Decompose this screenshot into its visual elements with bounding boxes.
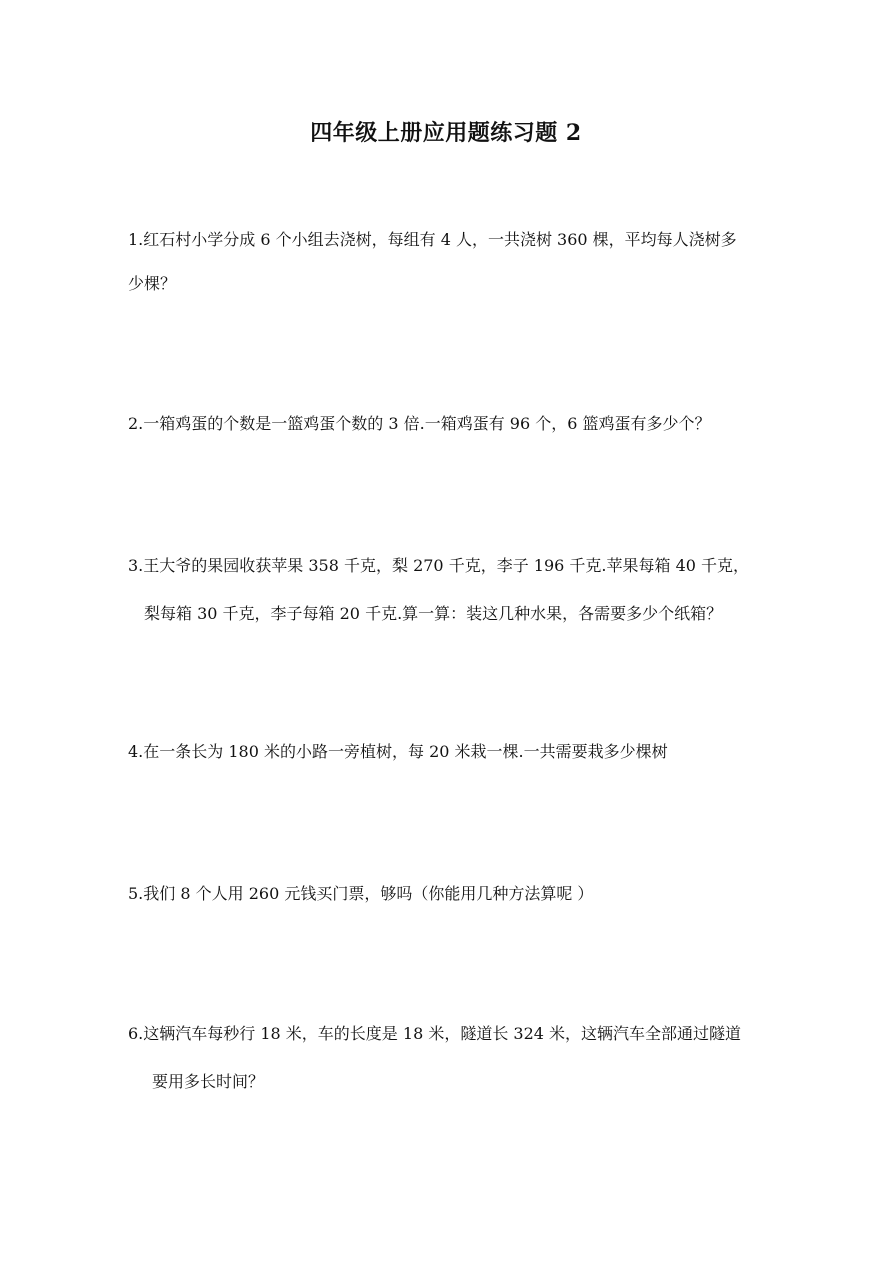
page-title: 四年级上册应用题练习题 2 <box>310 120 582 146</box>
question-6-line-2: 要用多长时间？ <box>152 1072 265 1091</box>
question-1-line-1: 1.红石村小学分成 6 个小组去浇树，每组有 4 人，一共浇树 360 棵，平均每人浇树多 <box>128 230 737 249</box>
question-1-line-2: 少棵？ <box>128 274 177 293</box>
question-3-line-1: 3.王大爷的果园收获苹果 358 千克，梨 270 千克，李子 196 千克.苹果每箱 40 千克， <box>128 556 750 575</box>
question-6-line-1: 6.这辆汽车每秒行 18 米，车的长度是 18 米，隧道长 324 米，这辆汽车全部通过隧道 <box>128 1024 742 1043</box>
question-5-line-1: 5.我们 8 个人用 260 元钱买门票，够吗（你能用几种方法算呢 ） <box>128 884 594 903</box>
question-2-line-1: 2.一箱鸡蛋的个数是一篮鸡蛋个数的 3 倍.一箱鸡蛋有 96 个，6 篮鸡蛋有多少个？ <box>128 414 711 433</box>
question-3-line-2: 梨每箱 30 千克，李子每箱 20 千克.算一算：装这几种水果，各需要多少个纸箱？ <box>144 604 723 623</box>
question-4-line-1: 4.在一条长为 180 米的小路一旁植树，每 20 米栽一棵.一共需要栽多少棵树 <box>128 742 668 761</box>
